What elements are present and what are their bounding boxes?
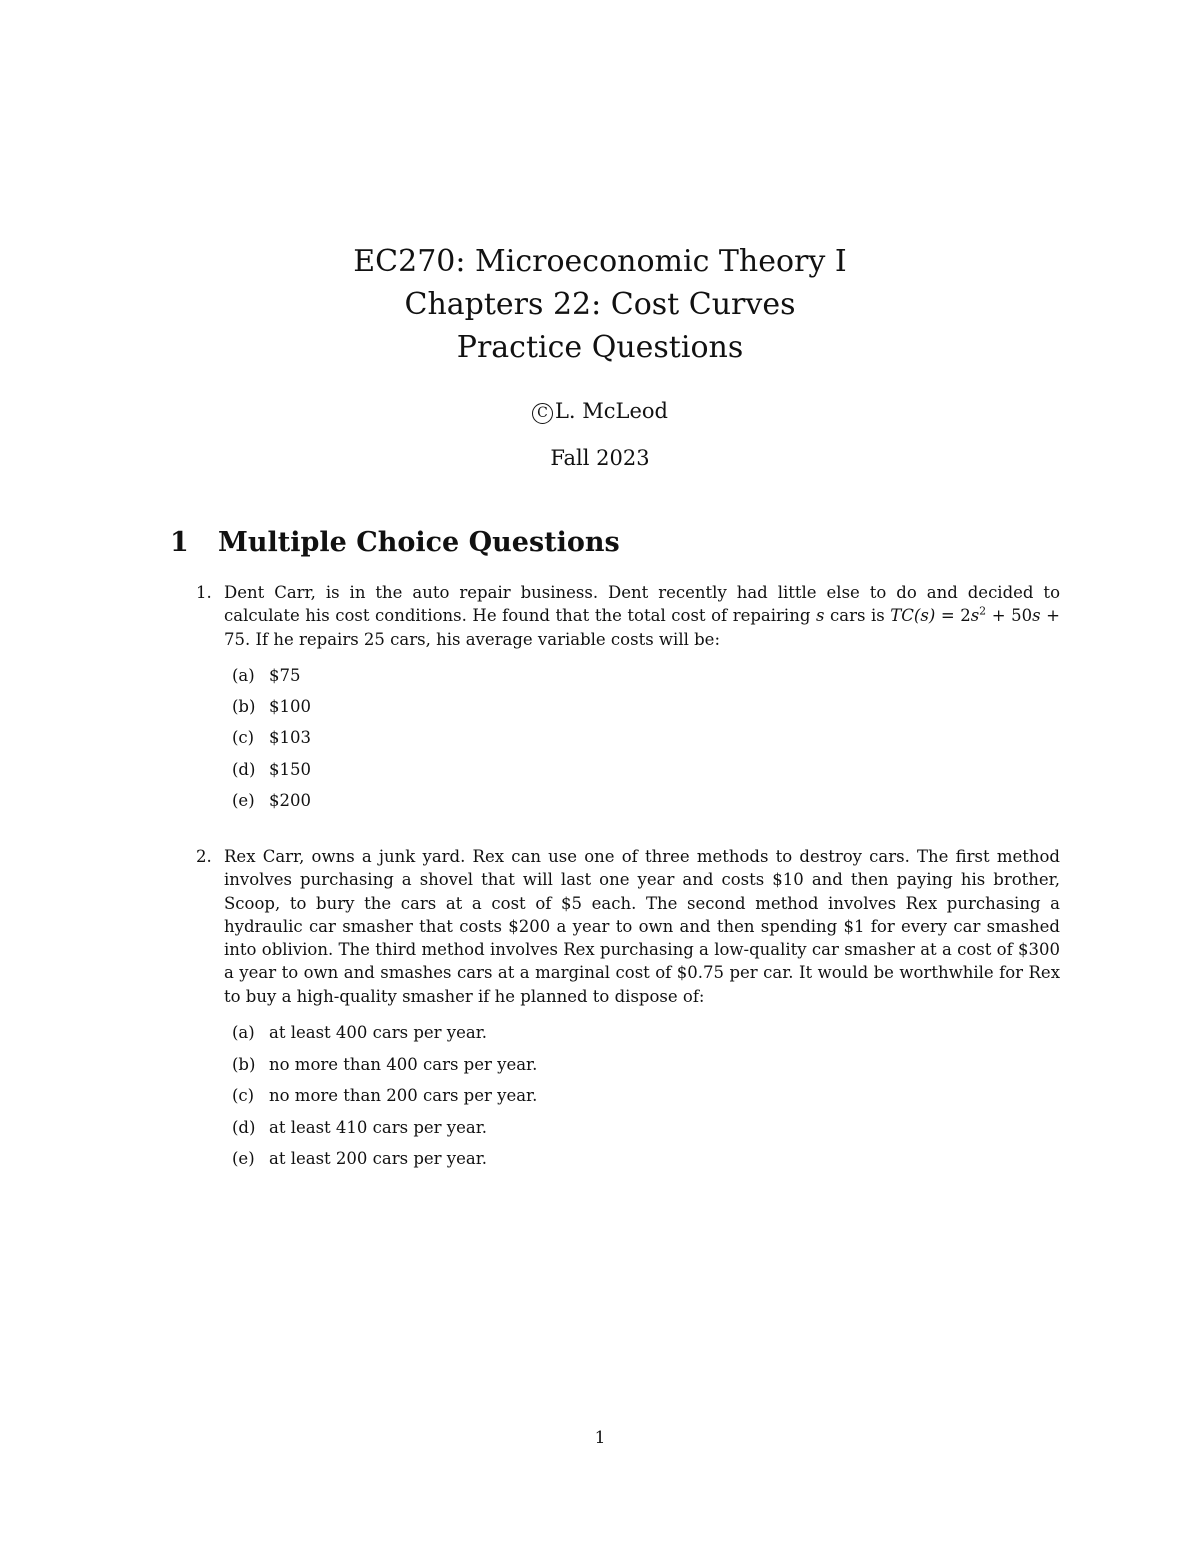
page-number: 1 (594, 1428, 606, 1448)
section-number: 1 (170, 527, 189, 558)
option-d[interactable] (232, 1116, 1060, 1148)
section-heading (170, 527, 620, 558)
option-c[interactable] (232, 1084, 1060, 1116)
option-e[interactable] (232, 1147, 1060, 1179)
option-label: (e) (232, 791, 255, 811)
option-label: (c) (232, 1086, 255, 1106)
section-title: Multiple Choice Questions (218, 527, 620, 558)
title-block (0, 240, 1200, 470)
copyright-icon: C (532, 403, 553, 424)
option-label: (d) (232, 1117, 256, 1137)
question-text: Rex Carr, owns a junk yard. Rex can use one of three methods to destroy cars. The first method involves purchasing a shovel that will last one year and costs $10 and then paying his brother, Scoop, to bury the cars at a cost of $5 each. The second method involves Rex purchasing a hydraulic car smasher that costs $200 a year to own and then spending $1 for every car smashed into oblivion. The third method involves Rex purchasing a low-quality car smasher at a cost of $300 a year to own and smashes cars at a marginal cost of $0.75 per car. It would be worthwhile for Rex to buy a high-quality smasher if he planned to dispose of: (224, 847, 1060, 1006)
author-name: L. McLeod (554, 399, 669, 423)
option-text: no more than 200 cars per year. (269, 1086, 538, 1106)
option-label: (a) (232, 1023, 255, 1043)
chapter-title: Chapters 22: Cost Curves (404, 287, 796, 322)
option-text: $200 (269, 791, 311, 811)
question-2 (196, 845, 1060, 1179)
answer-options (232, 1021, 1060, 1179)
option-label: (b) (232, 697, 256, 717)
option-label: (c) (232, 728, 255, 748)
question-1 (196, 581, 1060, 820)
option-b[interactable] (232, 1053, 1060, 1085)
option-c[interactable] (232, 726, 1060, 757)
option-e[interactable] (232, 789, 1060, 820)
option-text: no more than 400 cars per year. (269, 1054, 538, 1074)
author-line (0, 399, 1200, 424)
option-text: at least 410 cars per year. (269, 1117, 488, 1137)
option-text: $75 (269, 665, 301, 685)
document-subtitle: Practice Questions (456, 330, 744, 365)
option-label: (d) (232, 759, 256, 779)
option-label: (a) (232, 665, 255, 685)
course-title: EC270: Microeconomic Theory I (353, 244, 847, 279)
option-text: $150 (269, 759, 311, 779)
option-label: (e) (232, 1149, 255, 1169)
answer-options (232, 664, 1060, 820)
option-label: (b) (232, 1054, 256, 1074)
option-text: $103 (269, 728, 311, 748)
option-text: at least 400 cars per year. (269, 1023, 488, 1043)
option-text: $100 (269, 697, 311, 717)
option-a[interactable] (232, 1021, 1060, 1053)
question-number: 2. (196, 847, 212, 866)
option-b[interactable] (232, 695, 1060, 726)
question-number: 1. (196, 583, 212, 602)
question-text: Dent Carr, is in the auto repair business. Dent recently had little else to do and decided to calculate his cost conditions. He found that the total cost of repairing s cars is $TC(s) = 2s^2 + 50s + 75$. If he repairs 25 cars, his average variable costs will be: (224, 583, 1060, 649)
option-text: at least 200 cars per year. (269, 1149, 488, 1169)
option-a[interactable] (232, 664, 1060, 695)
cost-function-lhs: TC(s) (890, 606, 936, 626)
option-d[interactable] (232, 758, 1060, 789)
term-date: Fall 2023 (550, 446, 650, 470)
variable-s: s (815, 606, 825, 626)
